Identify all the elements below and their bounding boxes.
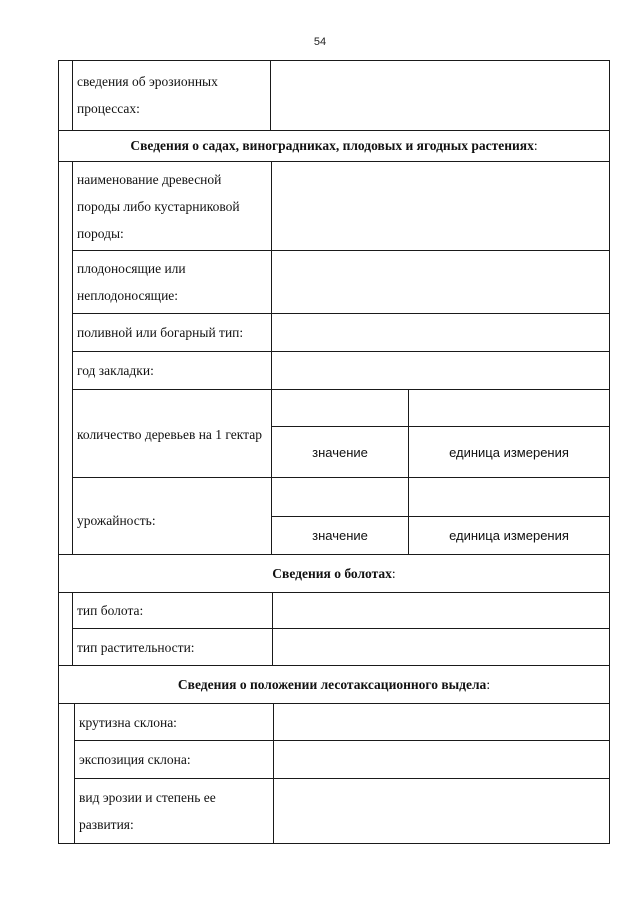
field-trees-count-unit[interactable] <box>409 390 609 426</box>
label-year: год закладки: <box>77 363 154 378</box>
section-plot-title: Сведения о положении лесотаксационного выдела <box>177 676 487 692</box>
field-species[interactable] <box>272 162 609 250</box>
label-exposure: экспозиция склона: <box>79 752 191 767</box>
label-species: наименование древесной породы либо кустарниковой породы: <box>77 171 240 241</box>
field-vegetation[interactable] <box>273 629 609 665</box>
page-number: 54 <box>313 36 327 48</box>
label-slope: крутизна склона: <box>79 714 177 730</box>
frame-left <box>58 60 59 844</box>
section-bogs: Сведения о болотах : <box>272 565 396 581</box>
field-bog-type[interactable] <box>273 593 609 628</box>
label-bog-type: тип болота: <box>77 603 144 618</box>
label-fruiting: плодоносящие или неплодоносящие: <box>77 261 186 303</box>
label-vegetation: тип растительности: <box>77 639 195 655</box>
yield-value-caption: значение <box>312 528 368 543</box>
field-exposure[interactable] <box>274 741 609 778</box>
label-trees-count: количество деревьев на 1 гектар <box>77 426 262 442</box>
form-table <box>58 60 610 844</box>
field-irrigation[interactable] <box>272 314 609 351</box>
field-erosion[interactable] <box>271 61 609 130</box>
label-erosion: сведения об эрозионных процессах: <box>77 74 218 116</box>
field-trees-count-value[interactable] <box>272 390 408 426</box>
section-gardens-title: Сведения о садах, виноградниках, плодовых и ягодных растениях <box>130 138 534 153</box>
section-bogs-title: Сведения о болотах <box>272 565 392 581</box>
yield-unit-caption: единица измерения <box>449 528 569 543</box>
section-plot: Сведения о положении лесотаксационного выдела : <box>177 676 491 692</box>
field-slope[interactable] <box>274 704 609 740</box>
label-irrigation: поливной или богарный тип: <box>77 325 244 340</box>
trees-count-value-caption: значение <box>312 444 368 460</box>
field-year[interactable] <box>272 352 609 389</box>
label-yield: урожайность: <box>77 512 156 528</box>
label-erosion-type: вид эрозии и степень ее развития: <box>79 789 216 832</box>
frame-right <box>609 60 610 844</box>
field-erosion-type[interactable] <box>274 779 609 843</box>
field-fruiting[interactable] <box>272 251 609 313</box>
trees-count-unit-caption: единица измерения <box>449 444 569 460</box>
field-yield-unit[interactable] <box>409 478 609 516</box>
section-gardens: Сведения о садах, виноградниках, плодовых и ягодных растениях : <box>130 138 538 153</box>
field-yield-value[interactable] <box>272 478 408 516</box>
